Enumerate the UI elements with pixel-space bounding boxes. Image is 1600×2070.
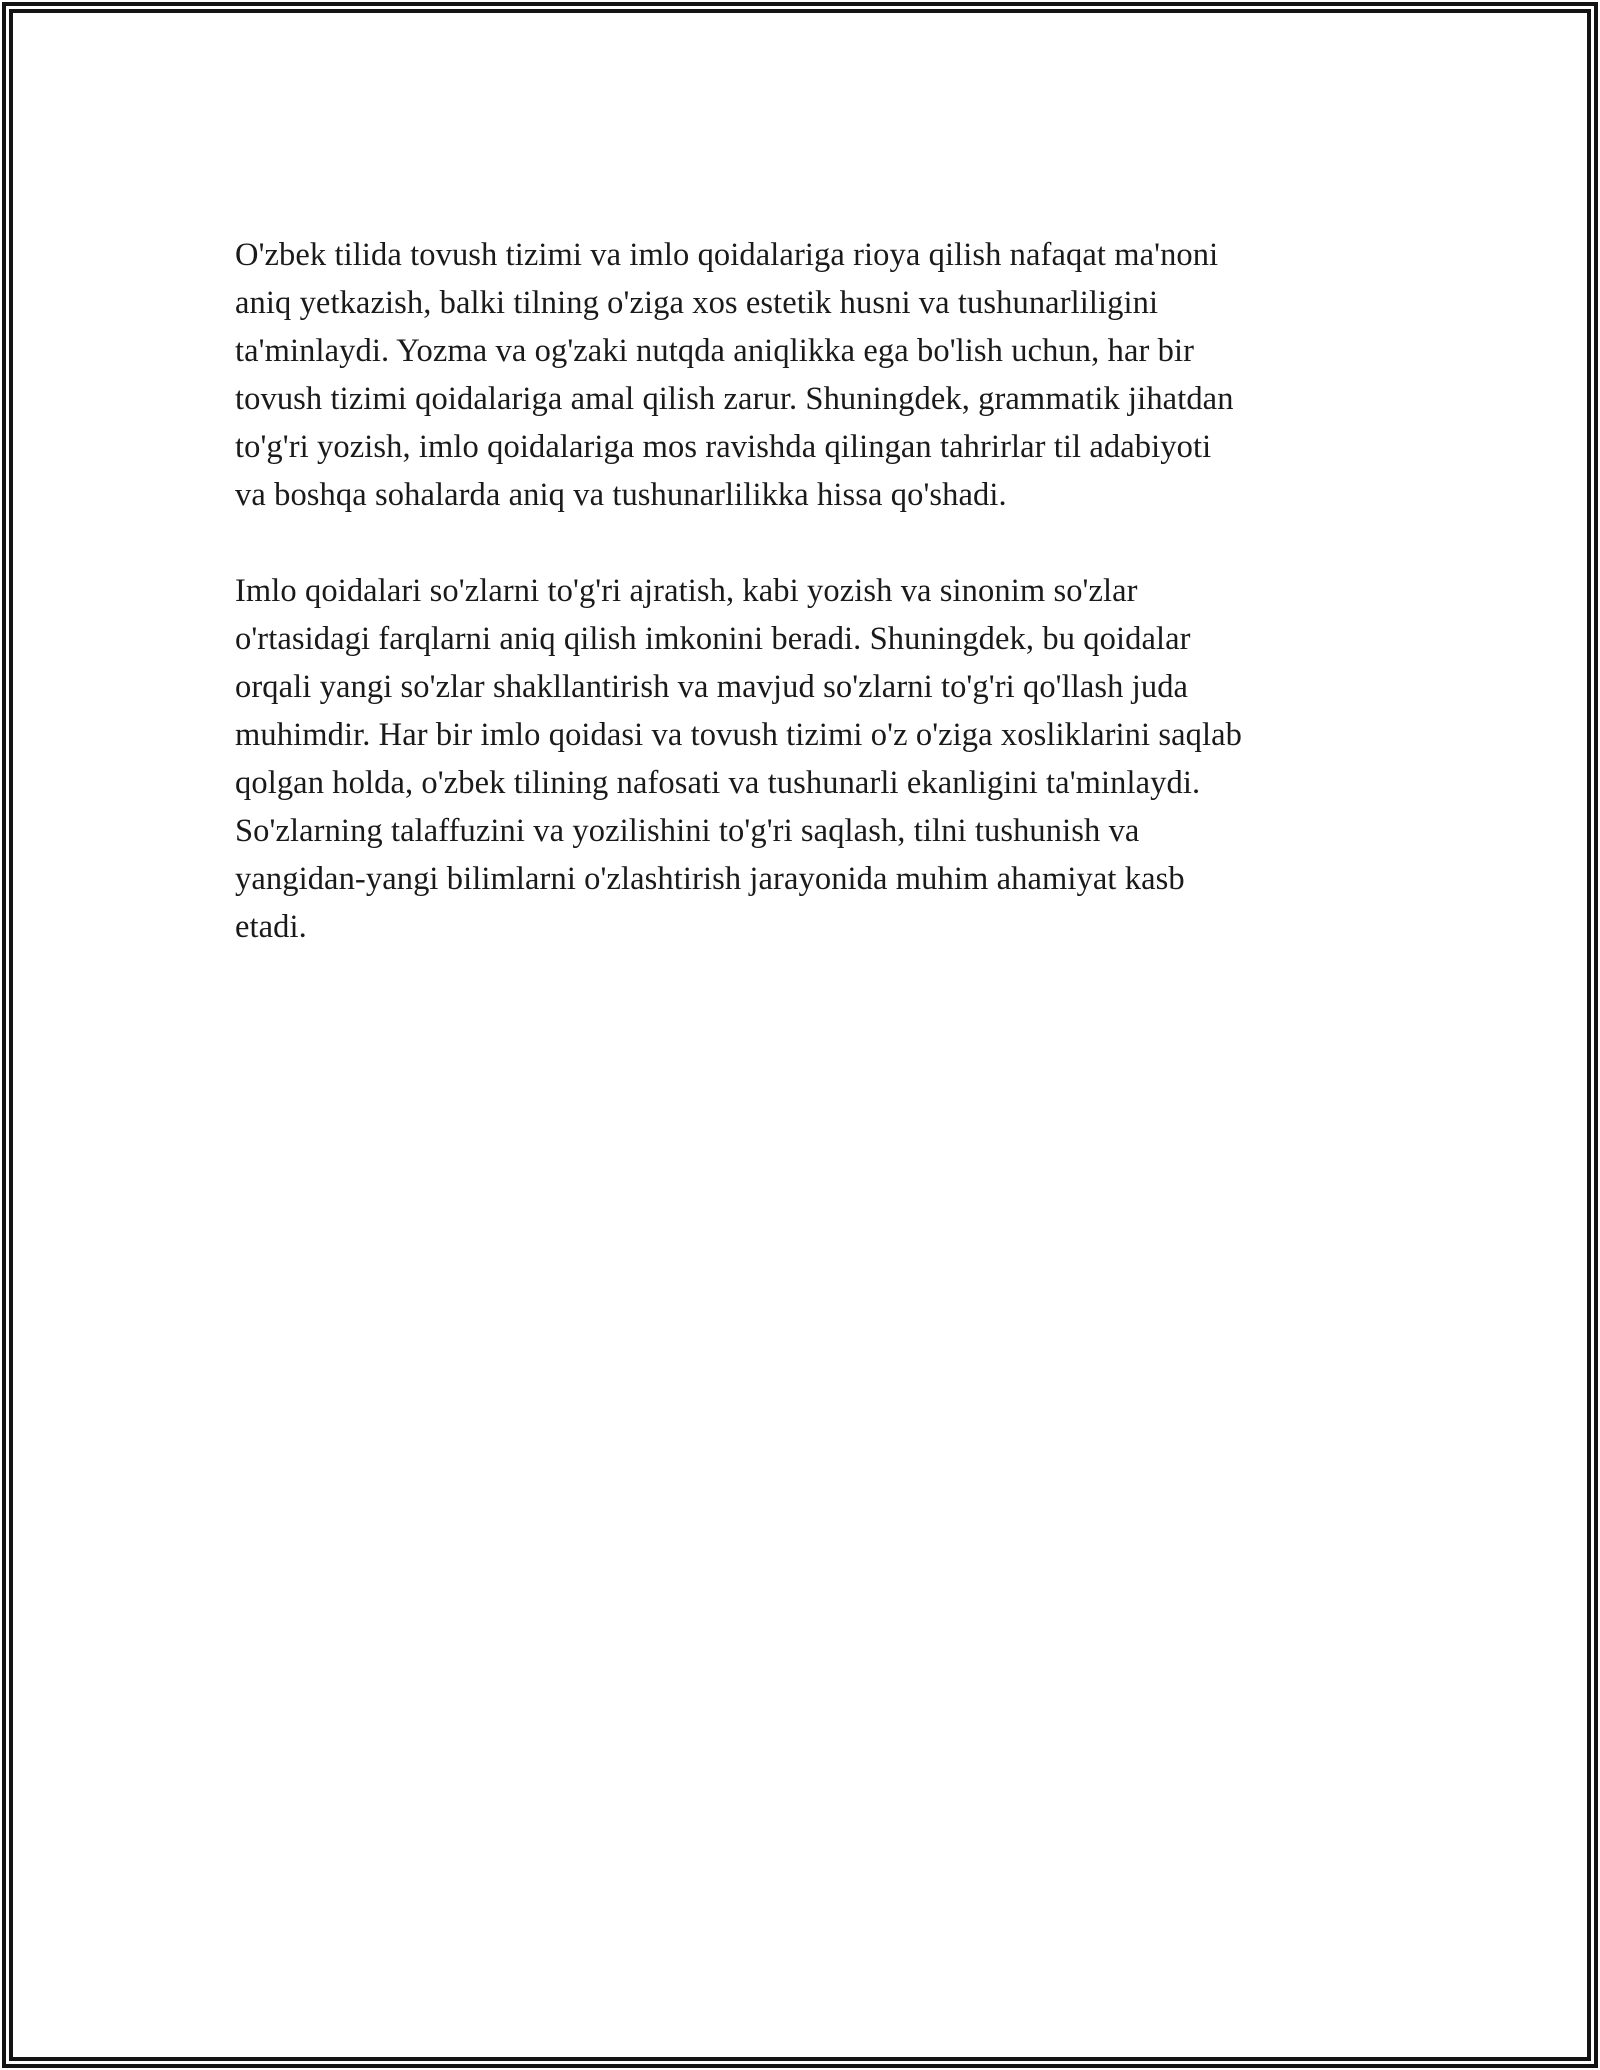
text-line: qolgan holda, o'zbek tilining nafosati va tushunarli ekanligini ta'minlaydi.	[235, 765, 1201, 801]
text-line: So'zlarning talaffuzini va yozilishini to'g'ri saqlash, tilni tushunish va	[235, 813, 1140, 849]
text-line: o'rtasidagi farqlarni aniq qilish imkonini beradi. Shuningdek, bu qoidalar	[235, 621, 1191, 657]
text-line: yangidan-yangi bilimlarni o'zlashtirish jarayonida muhim ahamiyat kasb	[235, 861, 1185, 897]
paragraph-1	[235, 231, 1365, 519]
text-line: Imlo qoidalari so'zlarni to'g'ri ajratish, kabi yozish va sinonim so'zlar	[235, 573, 1138, 609]
text-line: etadi.	[235, 909, 307, 945]
text-line: tovush tizimi qoidalariga amal qilish zarur. Shuningdek, grammatik jihatdan	[235, 381, 1234, 417]
paragraph-2	[235, 567, 1365, 951]
text-line: O'zbek tilida tovush tizimi va imlo qoidalariga rioya qilish nafaqat ma'noni	[235, 237, 1219, 273]
text-line: to'g'ri yozish, imlo qoidalariga mos ravishda qilingan tahrirlar til adabiyoti	[235, 429, 1212, 465]
text-line: aniq yetkazish, balki tilning o'ziga xos estetik husni va tushunarliligini	[235, 285, 1159, 321]
text-line: orqali yangi so'zlar shakllantirish va mavjud so'zlarni to'g'ri qo'llash juda	[235, 669, 1189, 705]
text-line: ta'minlaydi. Yozma va og'zaki nutqda aniqlikka ega bo'lish uchun, har bir	[235, 333, 1195, 369]
document-body-text	[235, 231, 1365, 951]
text-line: muhimdir. Har bir imlo qoidasi va tovush tizimi o'z o'ziga xosliklarini saqlab	[235, 717, 1242, 753]
text-line: va boshqa sohalarda aniq va tushunarlilikka hissa qo'shadi.	[235, 477, 1007, 513]
